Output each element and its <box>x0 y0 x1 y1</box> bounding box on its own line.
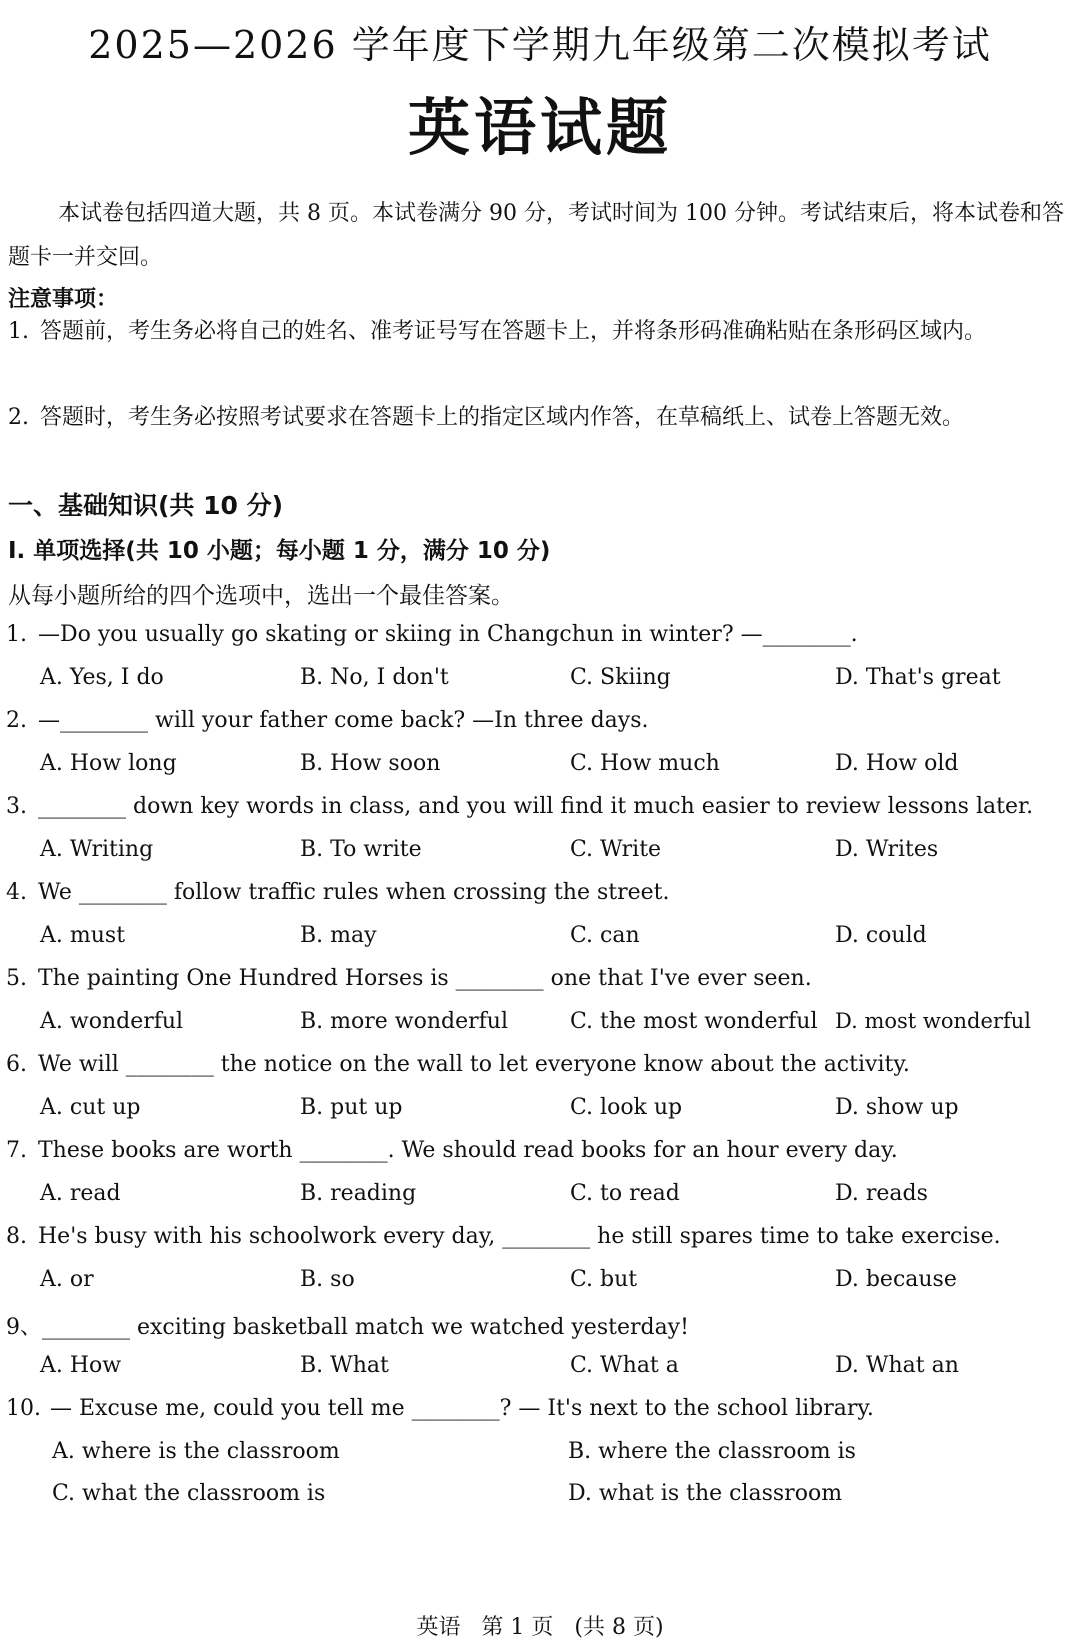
question-7-option-d[interactable]: D. reads <box>835 1181 928 1206</box>
question-number: 2. <box>6 708 27 733</box>
question-number: 9、 <box>6 1315 42 1340</box>
question-8-option-d[interactable]: D. because <box>835 1267 957 1292</box>
question-1-option-d[interactable]: D. That's great <box>835 665 1001 690</box>
question-8-option-b[interactable]: B. so <box>300 1267 355 1292</box>
question-10-option-d[interactable]: D. what is the classroom <box>568 1481 843 1506</box>
question-8-option-a[interactable]: A. or <box>40 1267 94 1292</box>
question-7-option-c[interactable]: C. to read <box>570 1181 680 1206</box>
question-9-option-c[interactable]: C. What a <box>570 1353 679 1378</box>
question-text: These books are worth ________. We should read books for an hour every day. <box>38 1138 898 1163</box>
question-6-stem <box>6 1052 1076 1077</box>
question-7-stem <box>6 1138 1076 1163</box>
question-8-option-c[interactable]: C. but <box>570 1267 638 1292</box>
question-2-option-a[interactable]: A. How long <box>40 751 177 776</box>
notice-item-1 <box>8 310 1068 354</box>
instruction-text: 从每小题所给的四个选项中，选出一个最佳答案。 <box>8 583 514 609</box>
question-4-option-c[interactable]: C. can <box>570 923 640 948</box>
question-text: He's busy with his schoolwork every day, ________ he still spares time to take exercise. <box>38 1224 1001 1249</box>
question-3-option-c[interactable]: C. Write <box>570 837 662 862</box>
question-number: 4. <box>6 880 27 905</box>
question-1-option-b[interactable]: B. No, I don't <box>300 665 449 690</box>
page-footer: 英语 第 1 页 (共 8 页) <box>416 1615 664 1640</box>
question-text: We will ________ the notice on the wall to let everyone know about the activity. <box>38 1052 910 1077</box>
notice-item-2 <box>8 396 1068 440</box>
question-5-option-d[interactable]: D. most wonderful <box>835 1009 1031 1033</box>
question-number: 10. <box>6 1396 41 1421</box>
question-10-option-c[interactable]: C. what the classroom is <box>52 1481 326 1506</box>
notice-text: 答题前，考生务必将自己的姓名、准考证号写在答题卡上，并将条形码准确粘贴在条形码区域内。 <box>40 319 987 344</box>
question-text: We ________ follow traffic rules when crossing the street. <box>38 880 670 905</box>
notice-number: 1. <box>8 319 29 344</box>
question-number: 5. <box>6 966 27 991</box>
intro-paragraph: 本试卷包括四道大题，共 8 页。本试卷满分 90 分，考试时间为 100 分钟。考试结束后，将本试卷和答题卡一并交回。 <box>8 201 1064 270</box>
question-1-option-c[interactable]: C. Skiing <box>570 665 671 690</box>
notice-text: 答题时，考生务必按照考试要求在答题卡上的指定区域内作答，在草稿纸上、试卷上答题无效。 <box>40 405 965 430</box>
question-text: The painting One Hundred Horses is ________ one that I've ever seen. <box>38 966 812 991</box>
question-3-stem <box>6 794 1076 819</box>
question-3-option-a[interactable]: A. Writing <box>40 837 154 862</box>
question-number: 7. <box>6 1138 27 1163</box>
question-2-option-c[interactable]: C. How much <box>570 751 720 776</box>
question-number: 6. <box>6 1052 27 1077</box>
exam-title: 2025—2026 学年度下学期九年级第二次模拟考试 <box>88 23 992 67</box>
question-2-stem <box>6 708 1076 733</box>
part-heading: Ⅰ. 单项选择(共 10 小题；每小题 1 分，满分 10 分) <box>8 538 551 564</box>
question-1-stem <box>6 622 1076 647</box>
question-5-stem <box>6 966 1076 991</box>
question-4-option-d[interactable]: D. could <box>835 923 927 948</box>
question-text: ________ down key words in class, and you will find it much easier to review lessons later. <box>38 794 1034 819</box>
question-9-stem <box>6 1310 1076 1341</box>
notice-heading: 注意事项： <box>8 287 119 312</box>
question-number: 8. <box>6 1224 27 1249</box>
notice-number: 2. <box>8 405 29 430</box>
question-text: —________ will your father come back? —In three days. <box>38 708 649 733</box>
question-number: 1. <box>6 622 27 647</box>
question-6-option-a[interactable]: A. cut up <box>40 1095 141 1120</box>
question-4-stem <box>6 880 1076 905</box>
question-text: — Excuse me, could you tell me ________? — It's next to the school library. <box>50 1396 874 1421</box>
question-4-option-b[interactable]: B. may <box>300 923 377 948</box>
question-text: ________ exciting basketball match we watched yesterday! <box>42 1315 689 1340</box>
question-7-option-b[interactable]: B. reading <box>300 1181 417 1206</box>
question-8-stem <box>6 1224 1076 1249</box>
question-6-option-d[interactable]: D. show up <box>835 1095 959 1120</box>
question-2-option-d[interactable]: D. How old <box>835 751 959 776</box>
question-1-option-a[interactable]: A. Yes, I do <box>40 665 164 690</box>
section-heading: 一、基础知识(共 10 分) <box>8 491 284 520</box>
question-3-option-d[interactable]: D. Writes <box>835 837 939 862</box>
question-5-option-c[interactable]: C. the most wonderful <box>570 1009 818 1034</box>
question-7-option-a[interactable]: A. read <box>40 1181 121 1206</box>
question-number: 3. <box>6 794 27 819</box>
question-3-option-b[interactable]: B. To write <box>300 837 422 862</box>
subject-title: 英语试题 <box>407 91 672 164</box>
question-10-stem <box>6 1396 1076 1421</box>
question-5-option-b[interactable]: B. more wonderful <box>300 1009 509 1034</box>
question-6-option-c[interactable]: C. look up <box>570 1095 683 1120</box>
question-9-option-a[interactable]: A. How <box>40 1353 122 1378</box>
question-2-option-b[interactable]: B. How soon <box>300 751 441 776</box>
question-10-option-b[interactable]: B. where the classroom is <box>568 1439 856 1464</box>
question-6-option-b[interactable]: B. put up <box>300 1095 403 1120</box>
question-9-option-d[interactable]: D. What an <box>835 1353 959 1378</box>
question-10-option-a[interactable]: A. where is the classroom <box>52 1439 340 1464</box>
question-4-option-a[interactable]: A. must <box>40 923 126 948</box>
question-5-option-a[interactable]: A. wonderful <box>40 1009 184 1034</box>
question-9-option-b[interactable]: B. What <box>300 1353 389 1378</box>
question-text: —Do you usually go skating or skiing in Changchun in winter? —________. <box>38 622 858 647</box>
